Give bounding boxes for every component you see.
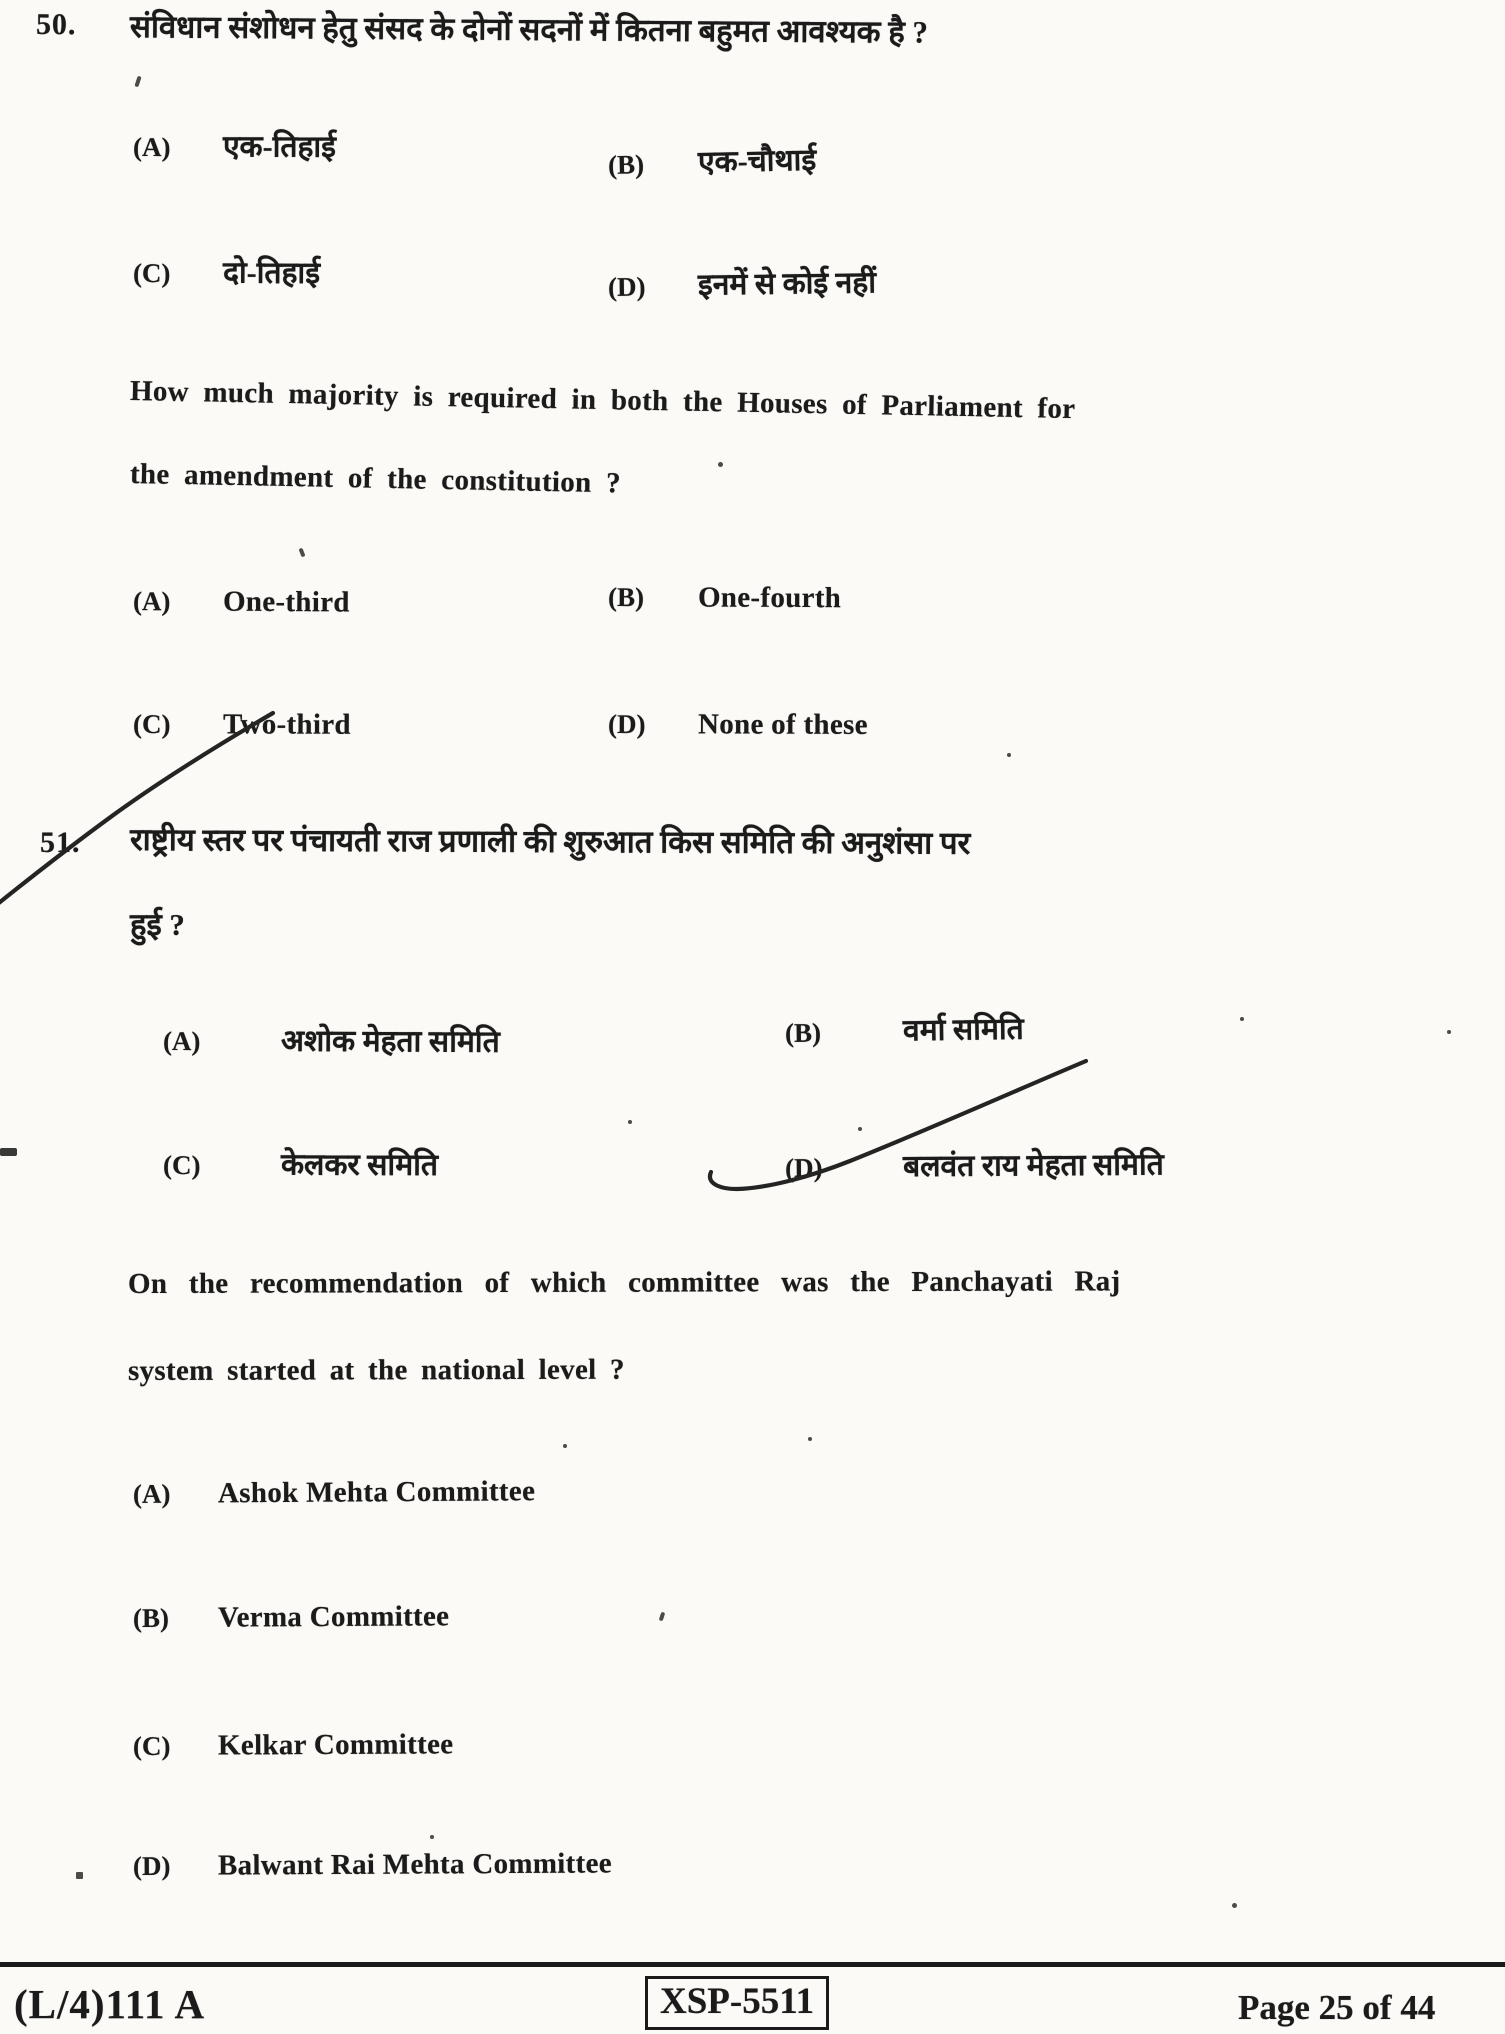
q51-hindi-option-c xyxy=(163,1142,438,1184)
option-a-label: (A) xyxy=(162,1026,201,1057)
ink-speck xyxy=(808,1437,812,1441)
q51-english-option-a xyxy=(133,1475,535,1511)
option-d-text: Balwant Rai Mehta Committee xyxy=(217,1847,612,1882)
option-b-text: एक-चौथाई xyxy=(697,143,817,180)
option-d-label: (D) xyxy=(132,1850,171,1881)
option-d-label: (D) xyxy=(607,271,646,302)
q51-hindi-option-b xyxy=(785,1007,1024,1051)
q51-english-option-d xyxy=(133,1847,612,1883)
question-50-english-line-1: How much majority is required in both the Houses of Parliament for xyxy=(129,375,1076,426)
option-b-label: (B) xyxy=(607,582,645,613)
ink-speck xyxy=(563,1444,567,1448)
question-51-english-line-2: system started at the national level ? xyxy=(127,1353,625,1387)
ink-speck xyxy=(858,1127,862,1131)
q50-hindi-option-a xyxy=(133,124,336,166)
option-b-text: One-fourth xyxy=(697,581,842,615)
question-50-hindi-text: संविधान संशोधन हेतु संसद के दोनों सदनों में कितना बहुमत आवश्यक है ? xyxy=(129,9,929,50)
q50-english-option-b xyxy=(608,581,841,615)
option-c-text: Two-third xyxy=(222,708,351,741)
footer-page-number: Page 25 of 44 xyxy=(1238,1988,1436,2027)
option-a-label: (A) xyxy=(132,1478,171,1509)
option-d-text: बलवंत राय मेहता समिति xyxy=(902,1148,1164,1184)
ink-speck xyxy=(298,548,305,558)
ink-speck xyxy=(1447,1030,1451,1034)
q51-hindi-option-a xyxy=(163,1018,500,1061)
option-c-label: (C) xyxy=(132,1730,171,1761)
option-b-text: वर्मा समिति xyxy=(902,1012,1024,1048)
ink-speck xyxy=(1007,753,1011,757)
option-d-text: None of these xyxy=(697,708,868,741)
q50-hindi-option-c xyxy=(133,250,320,292)
option-b-label: (B) xyxy=(607,149,645,180)
option-c-text: केलकर समिति xyxy=(280,1148,439,1182)
option-c-text: दो-तिहाई xyxy=(222,256,321,290)
q50-hindi-option-d xyxy=(608,260,877,305)
question-51-english-line-1: On the recommendation of which committee was the Panchayati Raj xyxy=(127,1265,1121,1300)
ink-speck xyxy=(628,1120,632,1124)
question-50-number: 50. xyxy=(35,7,77,42)
ink-speck xyxy=(659,1612,666,1622)
question-51-hindi-line-2: हुई ? xyxy=(130,907,185,942)
ink-speck xyxy=(1232,1903,1237,1908)
option-d-label: (D) xyxy=(607,709,646,740)
ink-speck xyxy=(1240,1017,1244,1021)
q50-english-option-c xyxy=(133,708,351,742)
ink-speck xyxy=(76,1872,83,1879)
option-b-label: (B) xyxy=(784,1017,822,1048)
option-a-text: One-third xyxy=(222,585,350,619)
option-a-text: एक-तिहाई xyxy=(222,130,336,164)
ink-speck xyxy=(718,462,723,467)
question-50-english-line-2: the amendment of the constitution ? xyxy=(129,458,622,500)
option-c-label: (C) xyxy=(162,1150,201,1181)
option-d-text: इनमें से कोई नहीं xyxy=(697,266,877,302)
footer-rule xyxy=(0,1962,1505,1967)
q50-english-option-d xyxy=(608,708,868,742)
option-c-text: Kelkar Committee xyxy=(217,1728,454,1762)
option-a-text: अशोक मेहता समिति xyxy=(280,1024,500,1059)
footer-paper-code-box: XSP-5511 xyxy=(645,1976,829,2030)
option-b-label: (B) xyxy=(132,1602,170,1633)
question-51-number: 51. xyxy=(40,826,81,859)
option-b-text: Verma Committee xyxy=(217,1600,450,1634)
option-a-label: (A) xyxy=(132,132,171,163)
option-c-label: (C) xyxy=(132,258,171,289)
option-a-label: (A) xyxy=(132,586,171,617)
q50-hindi-option-b xyxy=(608,138,817,183)
footer-booklet-code: (L/4)111 A xyxy=(14,1981,206,2027)
q51-hindi-option-d xyxy=(785,1142,1164,1186)
option-d-label: (D) xyxy=(784,1152,823,1183)
ink-speck xyxy=(134,76,141,88)
ink-speck xyxy=(430,1835,434,1839)
pen-stroke-q50-answer-c xyxy=(0,713,273,906)
q51-english-option-c xyxy=(133,1728,454,1763)
margin-dash-mark xyxy=(0,1148,17,1156)
q51-english-option-b xyxy=(133,1600,449,1635)
option-c-label: (C) xyxy=(132,709,171,740)
q50-english-option-a xyxy=(133,585,350,620)
question-51-hindi-line-1: राष्ट्रीय स्तर पर पंचायती राज प्रणाली की शुरुआत किस समिति की अनुशंसा पर xyxy=(129,822,971,861)
option-a-text: Ashok Mehta Committee xyxy=(217,1475,536,1510)
